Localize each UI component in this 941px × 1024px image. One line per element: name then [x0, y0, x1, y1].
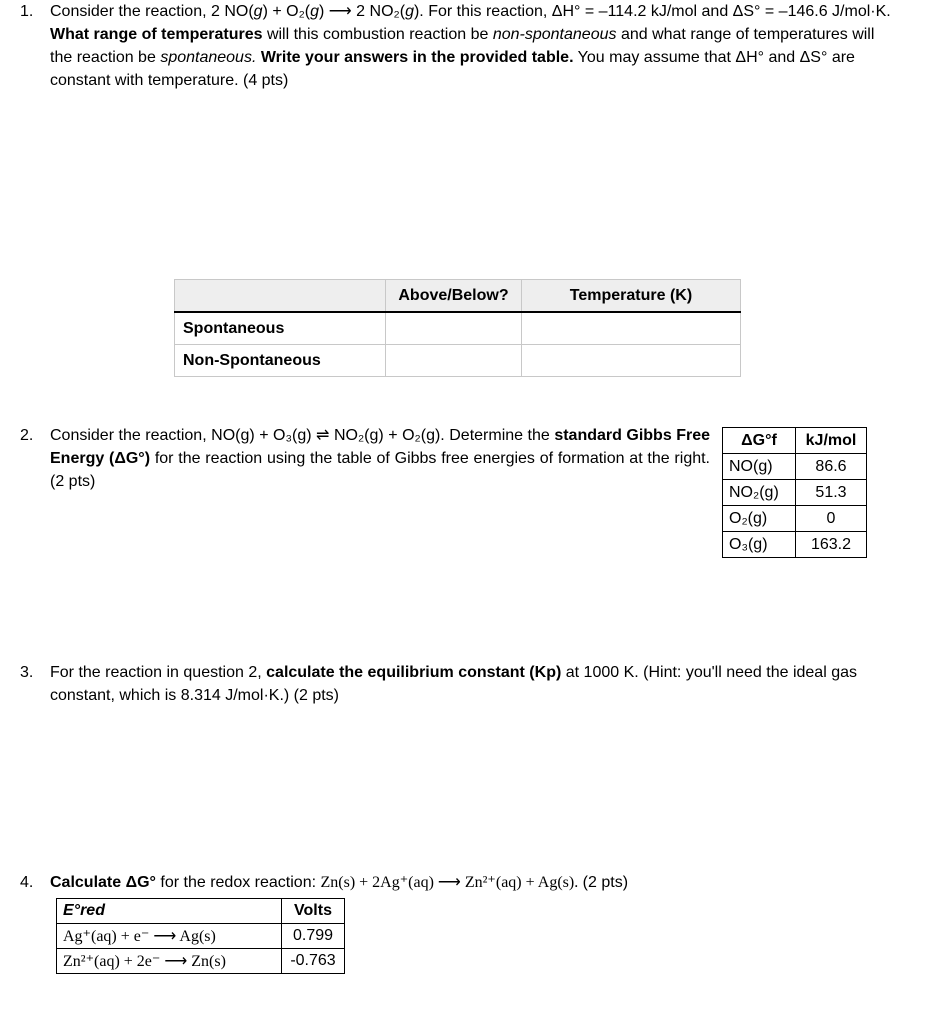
question-1-text: Consider the reaction, 2 NO(g) + O₂(g) ⟶ 2 NO₂(g). For this reaction, ΔH° = –114.2 kJ/mol and ΔS° = –146.6 J/mol·K. What range of temperatures will this combustion reaction be non-spontaneous and what range of temperatures will the reaction be spontaneous. Write your answers in the provided table. You may assume that ΔH° and ΔS° are constant with temperature. (4 pts)	[50, 3, 891, 89]
question-number: 4.	[20, 874, 34, 891]
question-4-text: Calculate ΔG° for the redox reaction: Zn(s) + 2Ag⁺(aq) ⟶ Zn²⁺(aq) + Ag(s). (2 pts)	[50, 874, 629, 891]
species-cell: O₃(g)	[723, 532, 796, 558]
table-header-row	[57, 899, 345, 924]
table-header-blank	[175, 280, 386, 313]
table-row	[175, 312, 741, 345]
question-4	[20, 871, 900, 894]
row-label-spontaneous: Spontaneous	[175, 312, 386, 345]
table-header-row	[175, 280, 741, 313]
question-2-text: Consider the reaction, NO(g) + O₃(g) ⇌ NO₂(g) + O₂(g). Determine the standard Gibbs Free Energy (ΔG°) for the reaction using the table of Gibbs free energies of formation at the right. (2 pts)	[50, 427, 711, 490]
value-cell: 86.6	[796, 454, 867, 480]
value-cell: 163.2	[796, 532, 867, 558]
answer-cell-non-spontaneous-above-below[interactable]	[386, 345, 522, 377]
table-row	[723, 506, 867, 532]
answer-cell-spontaneous-above-below[interactable]	[386, 312, 522, 345]
question-3	[20, 661, 900, 707]
answer-table	[174, 279, 741, 377]
potential-cell: -0.763	[282, 949, 345, 974]
row-label-non-spontaneous: Non-Spontaneous	[175, 345, 386, 377]
redox-equation: Zn(s) + 2Ag⁺(aq) ⟶ Zn²⁺(aq) + Ag(s).	[320, 874, 579, 891]
question-2	[20, 424, 710, 493]
species-cell: NO₂(g)	[723, 480, 796, 506]
table-row	[57, 924, 345, 949]
answer-cell-non-spontaneous-temperature[interactable]	[522, 345, 741, 377]
table-row	[57, 949, 345, 974]
species-cell: NO(g)	[723, 454, 796, 480]
table-row	[723, 532, 867, 558]
value-cell: 51.3	[796, 480, 867, 506]
question-1	[20, 0, 900, 92]
table-row	[175, 345, 741, 377]
value-cell: 0	[796, 506, 867, 532]
half-reaction-cell: Ag⁺(aq) + e⁻ ⟶ Ag(s)	[57, 924, 282, 949]
reduction-potential-table	[56, 898, 345, 974]
table-header-above-below: Above/Below?	[386, 280, 522, 313]
potential-cell: 0.799	[282, 924, 345, 949]
header-volts: Volts	[282, 899, 345, 924]
question-number: 2.	[20, 427, 34, 444]
header-kj-mol: kJ/mol	[796, 428, 867, 454]
question-3-text: For the reaction in question 2, calculate the equilibrium constant (Kp) at 1000 K. (Hint: you'll need the ideal gas constant, which is 8.314 J/mol·K.) (2 pts)	[50, 664, 857, 704]
table-header-temperature: Temperature (K)	[522, 280, 741, 313]
table-header-row	[723, 428, 867, 454]
species-cell: O₂(g)	[723, 506, 796, 532]
header-e-red: E°red	[57, 899, 282, 924]
half-reaction-cell: Zn²⁺(aq) + 2e⁻ ⟶ Zn(s)	[57, 949, 282, 974]
header-delta-g: ΔG°f	[723, 428, 796, 454]
question-number: 1.	[20, 3, 34, 20]
table-row	[723, 480, 867, 506]
table-row	[723, 454, 867, 480]
question-number: 3.	[20, 664, 34, 681]
answer-cell-spontaneous-temperature[interactable]	[522, 312, 741, 345]
gibbs-formation-table	[722, 427, 867, 558]
